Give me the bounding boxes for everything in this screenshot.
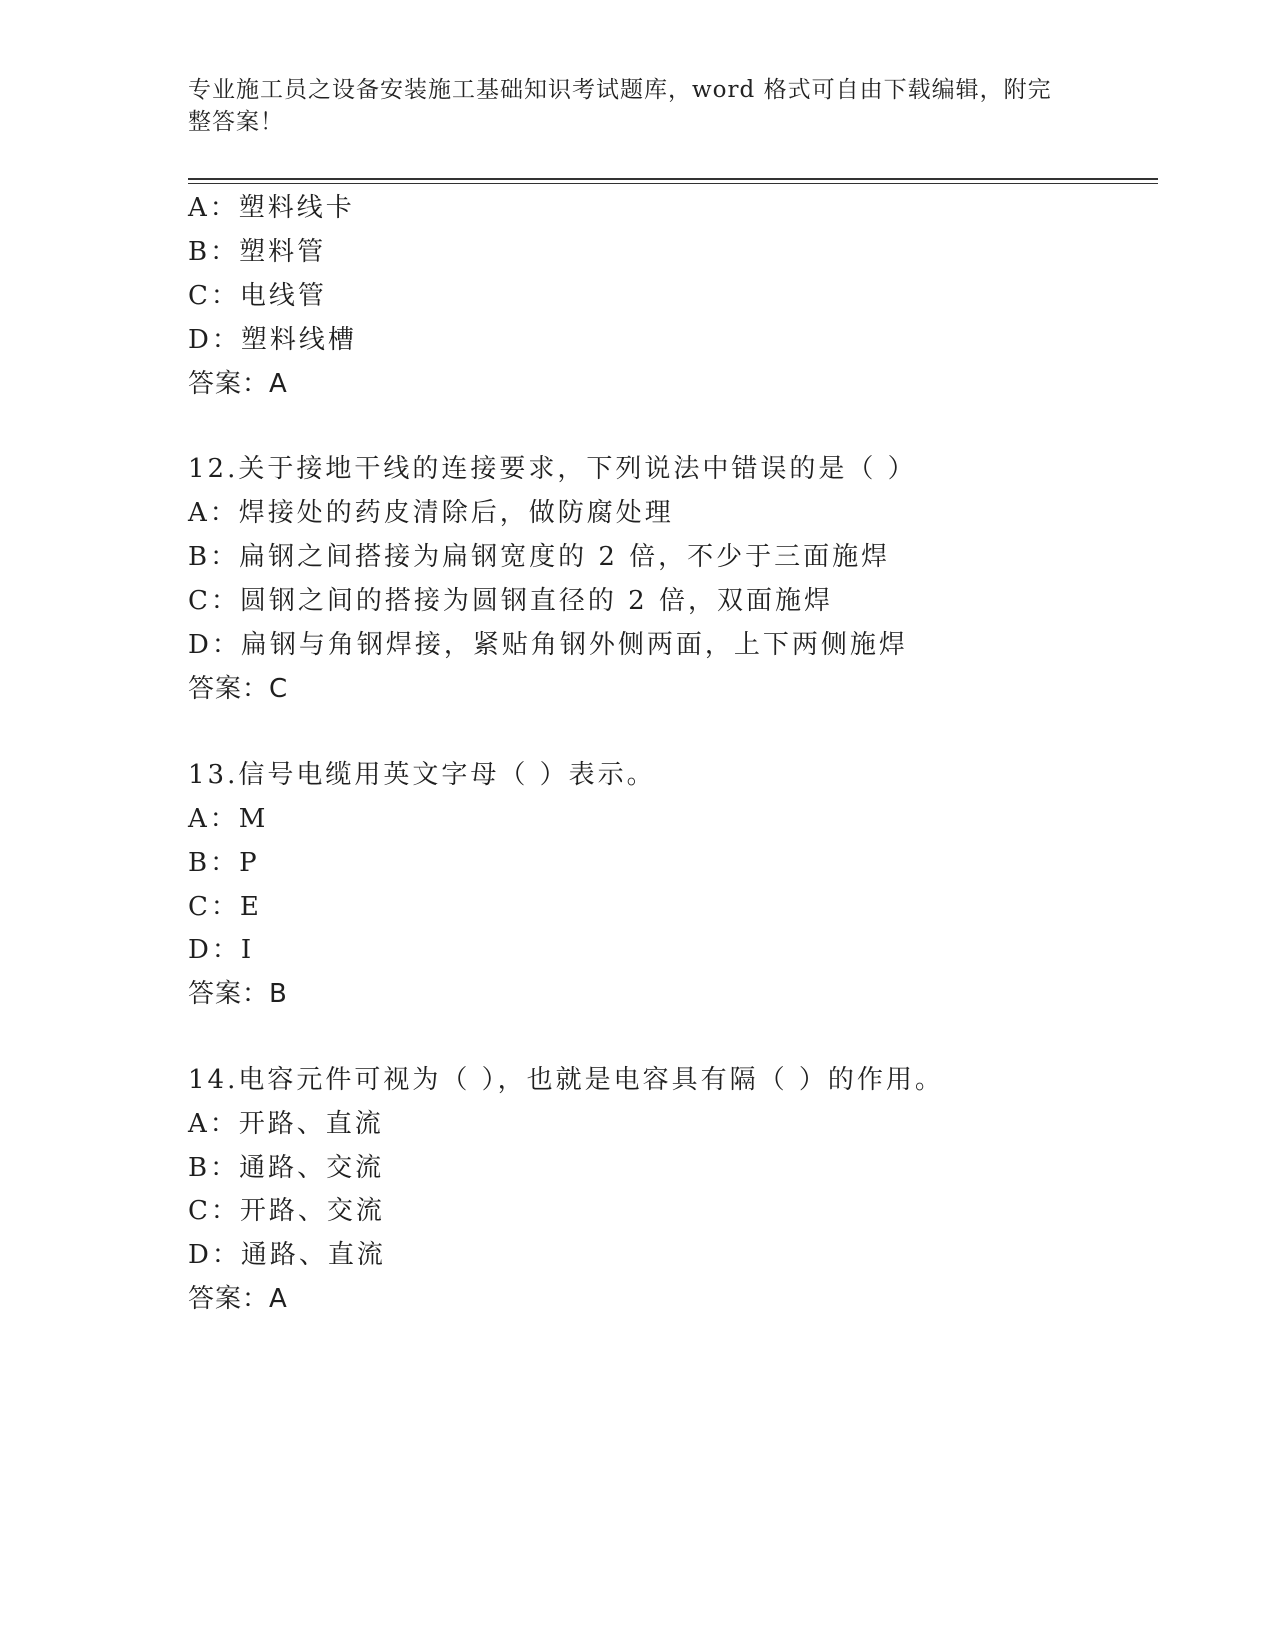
header-line-2: 整答案！ (188, 109, 284, 135)
header-divider-thin (188, 183, 1158, 184)
q12-option-b: B：扁钢之间搭接为扁钢宽度的 2 倍，不少于三面施焊 (188, 542, 891, 572)
q14-option-d: D：通路、直流 (188, 1240, 386, 1270)
prev-option-d: D：塑料线槽 (188, 325, 357, 355)
q14-option-a: A：开路、直流 (188, 1109, 384, 1139)
prev-option-c: C：电线管 (188, 281, 327, 311)
q14-option-b: B：通路、交流 (188, 1153, 385, 1183)
prev-answer: 答案：A (188, 369, 288, 399)
q13-option-d: D：I (188, 935, 255, 965)
q13-stem: 13.信号电缆用英文字母（ ）表示。 (188, 760, 656, 790)
document-header (188, 74, 1068, 138)
q13-option-a: A：M (188, 804, 269, 834)
q12-option-d: D：扁钢与角钢焊接，紧贴角钢外侧两面，上下两侧施焊 (188, 630, 908, 660)
prev-option-a: A：塑料线卡 (188, 193, 355, 223)
q13-option-b: B：P (188, 848, 260, 878)
q13-answer: 答案：B (188, 979, 288, 1009)
q13-option-c: C：E (188, 892, 262, 922)
q12-option-c: C：圆钢之间的搭接为圆钢直径的 2 倍，双面施焊 (188, 586, 833, 616)
q14-option-c: C：开路、交流 (188, 1196, 385, 1226)
q12-stem: 12.关于接地干线的连接要求，下列说法中错误的是（ ） (188, 454, 917, 484)
q14-stem: 14.电容元件可视为（ ），也就是电容具有隔（ ）的作用。 (188, 1065, 944, 1095)
header-line-1: 专业施工员之设备安装施工基础知识考试题库，word 格式可自由下载编辑，附完 (188, 77, 1052, 103)
q14-answer: 答案：A (188, 1284, 288, 1314)
q12-option-a: A：焊接处的药皮清除后，做防腐处理 (188, 498, 674, 528)
header-divider-thick (188, 178, 1158, 180)
q12-answer: 答案：C (188, 674, 289, 704)
prev-option-b: B：塑料管 (188, 237, 327, 267)
